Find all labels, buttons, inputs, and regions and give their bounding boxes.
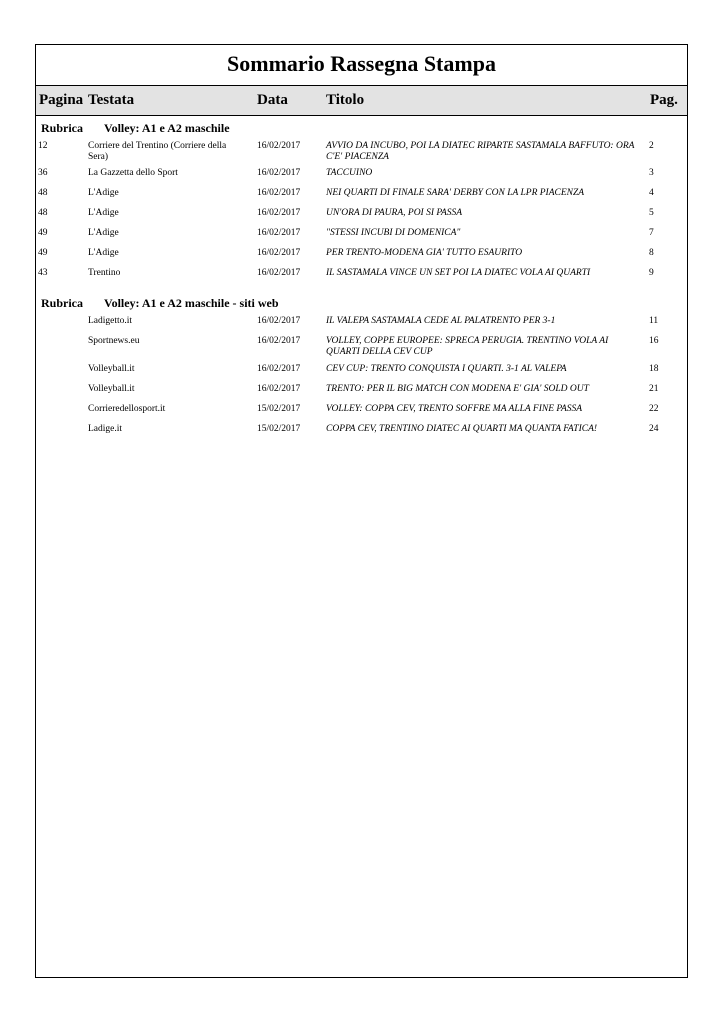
cell-pag: 18: [649, 364, 659, 374]
cell-titolo: UN'ORA DI PAURA, POI SI PASSA: [326, 208, 463, 218]
cell-testata: Corriere del Trentino (Corriere della Sera): [88, 141, 227, 162]
cell-pagina: 49: [38, 248, 48, 258]
cell-data: 16/02/2017: [257, 188, 301, 198]
cell-data: 16/02/2017: [257, 316, 301, 326]
page-title: Sommario Rassegna Stampa: [227, 51, 496, 76]
cell-testata: Volleyball.it: [88, 384, 135, 394]
cell-data: 16/02/2017: [257, 208, 301, 218]
cell-pag: 8: [649, 248, 654, 258]
cell-pag: 3: [649, 168, 654, 178]
cell-data: 15/02/2017: [257, 424, 301, 434]
cell-testata: L'Adige: [88, 208, 119, 218]
cell-pag: 16: [649, 336, 659, 346]
cell-titolo: TACCUINO: [326, 168, 373, 178]
document-frame: [35, 44, 688, 978]
column-header-titolo: Titolo: [326, 92, 365, 108]
cell-titolo: "STESSI INCUBI DI DOMENICA": [326, 228, 461, 238]
cell-titolo: VOLLEY, COPPE EUROPEE: SPRECA PERUGIA. TRENTINO VOLA AI QUARTI DELLA CEV CUP: [326, 336, 609, 357]
cell-pag: 24: [649, 424, 659, 434]
cell-data: 15/02/2017: [257, 404, 301, 414]
cell-titolo: COPPA CEV, TRENTINO DIATEC AI QUARTI MA QUANTA FATICA!: [326, 424, 598, 434]
column-header-testata: Testata: [88, 92, 135, 108]
cell-titolo: NEI QUARTI DI FINALE SARA' DERBY CON LA LPR PIACENZA: [326, 188, 585, 198]
cell-titolo: AVVIO DA INCUBO, POI LA DIATEC RIPARTE SASTAMALA BAFFUTO: ORA C'E' PIACENZA: [326, 141, 635, 162]
rubrica-name: Volley: A1 e A2 maschile - siti web: [104, 296, 279, 310]
cell-testata: L'Adige: [88, 228, 119, 238]
cell-pag: 2: [649, 141, 654, 151]
cell-data: 16/02/2017: [257, 248, 301, 258]
cell-testata: Ladige.it: [88, 424, 123, 434]
cell-pag: 7: [649, 228, 654, 238]
cell-titolo: IL SASTAMALA VINCE UN SET POI LA DIATEC VOLA AI QUARTI: [326, 268, 591, 278]
rubrica-label: Rubrica: [41, 296, 83, 310]
rubrica-label: Rubrica: [41, 121, 83, 135]
table-header: [36, 85, 687, 116]
cell-pagina: 12: [38, 141, 48, 151]
cell-pagina: 49: [38, 228, 48, 238]
cell-pag: 11: [649, 316, 659, 326]
cell-data: 16/02/2017: [257, 228, 301, 238]
cell-pagina: 48: [38, 208, 48, 218]
cell-testata: L'Adige: [88, 248, 119, 258]
rubrica-name: Volley: A1 e A2 maschile: [104, 121, 230, 135]
cell-titolo: CEV CUP: TRENTO CONQUISTA I QUARTI. 3-1 AL VALEPA: [326, 364, 567, 374]
cell-data: 16/02/2017: [257, 141, 301, 151]
cell-data: 16/02/2017: [257, 168, 301, 178]
column-header-pag: Pag.: [650, 92, 678, 108]
cell-pagina: 36: [38, 168, 48, 178]
cell-pag: 4: [649, 188, 654, 198]
column-header-data: Data: [257, 92, 288, 108]
cell-pag: 5: [649, 208, 654, 218]
cell-pagina: 43: [38, 268, 48, 278]
cell-data: 16/02/2017: [257, 268, 301, 278]
cell-data: 16/02/2017: [257, 384, 301, 394]
cell-testata: Trentino: [88, 268, 121, 278]
cell-testata: L'Adige: [88, 188, 119, 198]
cell-testata: Ladigetto.it: [88, 316, 133, 326]
cell-titolo: VOLLEY: COPPA CEV, TRENTO SOFFRE MA ALLA FINE PASSA: [326, 404, 583, 414]
cell-titolo: IL VALEPA SASTAMALA CEDE AL PALATRENTO PER 3-1: [326, 316, 556, 326]
cell-pagina: 48: [38, 188, 48, 198]
cell-pag: 21: [649, 384, 659, 394]
cell-titolo: TRENTO: PER IL BIG MATCH CON MODENA E' GIA' SOLD OUT: [326, 384, 589, 394]
cell-data: 16/02/2017: [257, 336, 301, 346]
cell-pag: 22: [649, 404, 659, 414]
column-header-pagina: Pagina: [39, 92, 84, 108]
cell-testata: Sportnews.eu: [88, 336, 140, 346]
cell-data: 16/02/2017: [257, 364, 301, 374]
cell-testata: La Gazzetta dello Sport: [88, 168, 178, 178]
cell-titolo: PER TRENTO-MODENA GIA' TUTTO ESAURITO: [326, 248, 523, 258]
cell-pag: 9: [649, 268, 654, 278]
cell-testata: Volleyball.it: [88, 364, 135, 374]
cell-testata: Corrieredellosport.it: [88, 404, 166, 414]
